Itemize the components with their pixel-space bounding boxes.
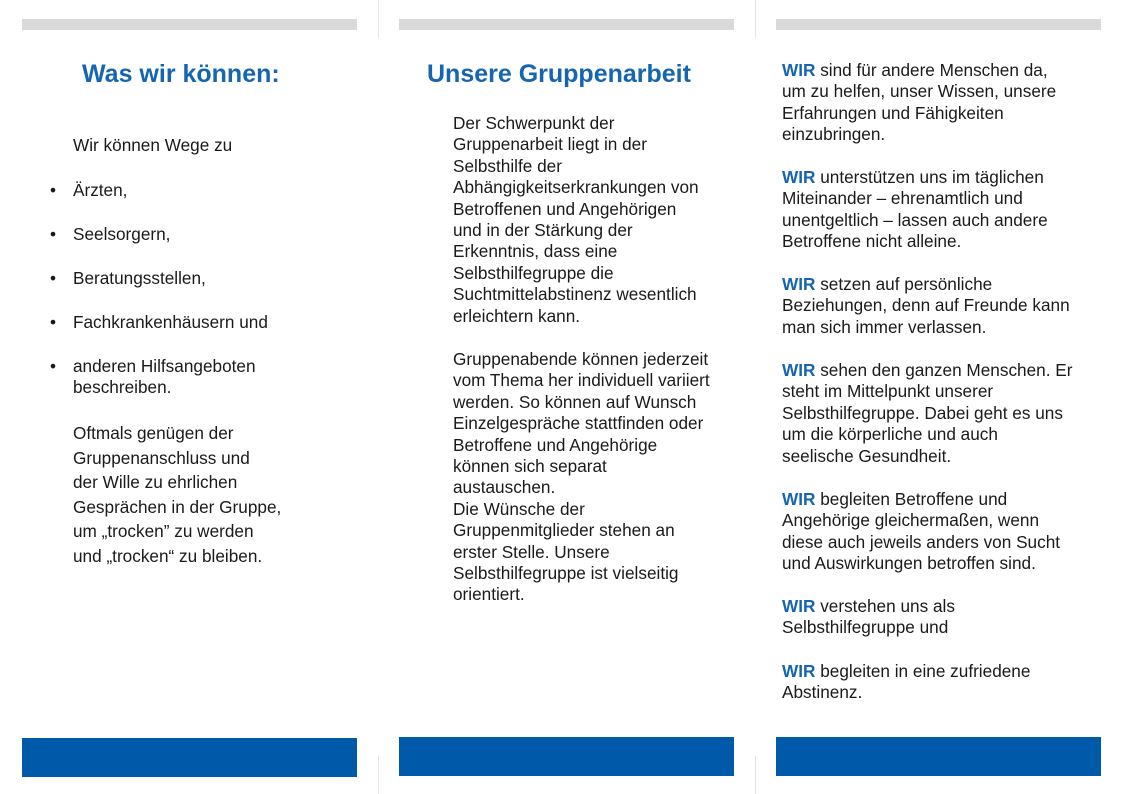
wir-keyword: WIR	[782, 60, 816, 80]
wir-statement: WIR sind für andere Menschen da, um zu helfen, unser Wissen, unsere Erfahrungen und Fähigkeiten einzubringen.	[782, 60, 1057, 145]
bottom-bar-left	[22, 738, 357, 777]
intro-text: Wir können Wege zu	[73, 135, 233, 155]
wir-keyword: WIR	[782, 596, 816, 616]
wir-statement: WIR begleiten Betroffene und Angehörige gleichermaßen, wenn diese auch jeweils anders von Sucht und Auswirkungen betroffen sind.	[782, 489, 1061, 574]
panel-middle-title: Unsere Gruppenarbeit	[427, 60, 691, 88]
wir-statement: WIR unterstützen uns im täglichen Miteinander – ehrenamtlich und unentgeltlich – lassen auch andere Betroffene nicht alleine.	[782, 167, 1048, 252]
wir-statement: WIR setzen auf persönliche Beziehungen, denn auf Freunde kann man sich immer verlassen.	[782, 274, 1070, 337]
wir-keyword: WIR	[782, 489, 816, 509]
paragraph-focus: Der Schwerpunkt der Gruppenarbeit liegt in der Selbsthilfe der Abhängigkeitserkrankungen von Betroffenen und Angehörigen und in der Stärkung der Erkenntnis, dass eine Selbsthilfegruppe die Suchtmittelabstinenz wesentlich erleichtern kann.	[453, 113, 699, 326]
closing-text: Oftmals genügen der Gruppenanschluss und der Wille zu ehrlichen Gesprächen in der Gruppe, um „trocken” zu werden und „trocken“ zu bleiben.	[73, 423, 282, 566]
wir-keyword: WIR	[782, 167, 816, 187]
wir-statement: WIR verstehen uns als Selbsthilfegruppe und	[782, 596, 955, 638]
paragraph-group-evenings: Gruppenabende können jederzeit vom Thema her individuell variiert werden. So können auf Wunsch Einzelgespräche stattfinden oder Betroffene und Angehörige können sich separat austauschen. Die Wünsche der Gruppenmitglieder stehen an erster Stelle. Unsere Selbsthilfegruppe ist vielseitig orientiert.	[453, 349, 710, 605]
fold-line-2	[755, 0, 756, 38]
bullet-dot-icon: •	[50, 224, 57, 244]
bullet-continuation: beschreiben.	[73, 377, 172, 397]
wir-statement: WIR sehen den ganzen Menschen. Er steht im Mittelpunkt unserer Selbsthilfegruppe. Dabei geht es uns um die körperliche und auch seelische Gesundheit.	[782, 360, 1073, 466]
wir-statement: WIR begleiten in eine zufriedene Abstinenz.	[782, 661, 1031, 703]
bullet-dot-icon: •	[50, 312, 57, 332]
bullet-dot-icon: •	[50, 356, 57, 376]
top-bar-left	[22, 19, 357, 30]
panel-left-title: Was wir können:	[82, 60, 280, 88]
bottom-bar-right	[776, 737, 1101, 776]
bullet-dot-icon: •	[50, 268, 57, 288]
fold-line-1-bottom	[378, 756, 379, 794]
wir-keyword: WIR	[782, 360, 816, 380]
wir-keyword: WIR	[782, 274, 816, 294]
fold-line-2-bottom	[755, 756, 756, 794]
fold-line-1	[378, 0, 379, 38]
top-bar-right	[776, 19, 1101, 30]
bottom-bar-middle	[399, 737, 734, 776]
bullet-dot-icon: •	[50, 180, 57, 200]
top-bar-middle	[399, 19, 734, 30]
wir-keyword: WIR	[782, 661, 816, 681]
